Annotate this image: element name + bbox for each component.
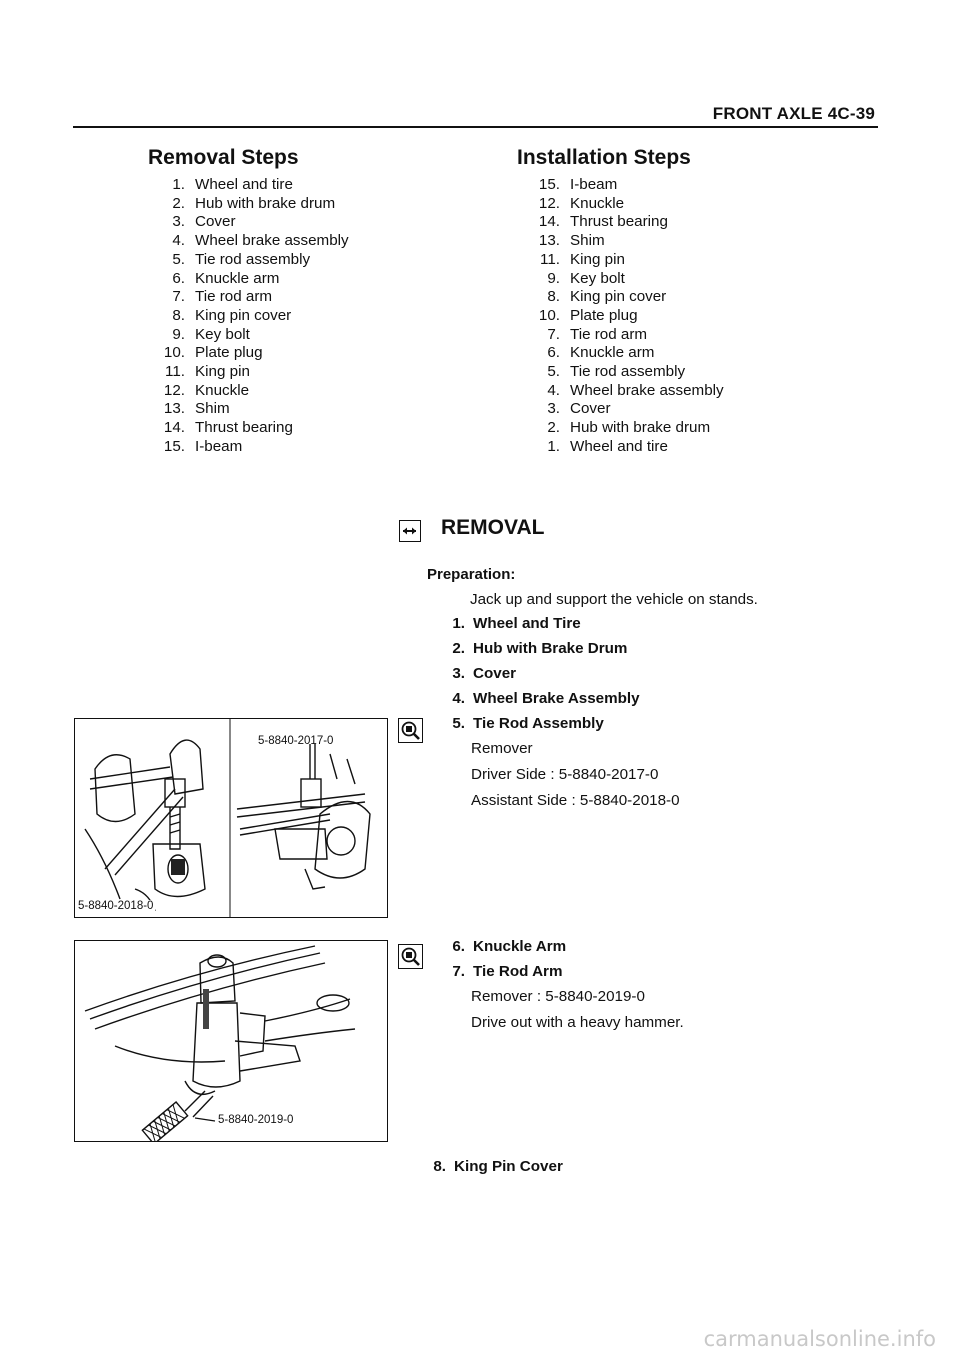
step-text: Cover — [195, 213, 236, 231]
list-item — [155, 326, 349, 345]
step-text: Wheel and tire — [570, 437, 668, 455]
list-item — [530, 195, 724, 214]
list-item — [530, 363, 724, 382]
page-header-title: FRONT AXLE 4C-39 — [712, 104, 875, 123]
header-rule — [73, 126, 878, 128]
list-item — [530, 251, 724, 270]
step-number: 10. — [538, 306, 560, 324]
step-text: Tie rod assembly — [570, 363, 686, 381]
list-item — [530, 232, 724, 251]
removal-arrows-icon — [399, 520, 421, 542]
step-text: King pin cover — [195, 306, 292, 324]
list-item — [155, 176, 349, 195]
figure-tie-rod-remover — [74, 718, 388, 918]
list-item — [530, 326, 724, 345]
watermark: carmanualsonline.info — [703, 1327, 936, 1351]
step-number: 4. — [172, 232, 185, 250]
step-number: 6. — [172, 269, 185, 287]
step-number: 6. — [547, 344, 560, 362]
list-item — [530, 213, 724, 232]
list-item — [155, 270, 349, 289]
step-text: Wheel brake assembly — [195, 232, 349, 250]
step-text: Tie rod arm — [195, 288, 273, 306]
step-text: Plate plug — [570, 306, 638, 324]
step-text: Wheel Brake Assembly — [473, 690, 640, 707]
step-number: 7. — [452, 963, 465, 980]
step-text: I-beam — [570, 176, 618, 193]
step-number: 4. — [547, 381, 560, 399]
step-number: 12. — [163, 381, 185, 399]
step-text: Hub with brake drum — [195, 194, 336, 212]
removal-steps-list — [155, 176, 349, 457]
step-number: 14. — [163, 419, 185, 437]
special-tool-icon-2 — [398, 944, 423, 969]
step-number: 13. — [163, 400, 185, 418]
knuckle-arm-remover-illustration — [75, 941, 387, 1141]
step-5-detail-3: Assistant Side : 5-8840-2018-0 — [471, 792, 680, 809]
step-number: 3. — [452, 665, 465, 682]
step-number: 5. — [547, 363, 560, 381]
figure-label-knuckle-remover: 5-8840-2019-0 — [218, 1114, 294, 1126]
step-text: Tie rod assembly — [195, 250, 311, 268]
step-text: King pin — [570, 250, 625, 268]
step-text: Wheel brake assembly — [570, 381, 724, 399]
step-number: 8. — [547, 288, 560, 306]
step-text: Shim — [195, 400, 230, 418]
step-text: Tie rod arm — [570, 325, 648, 343]
step-number: 11. — [540, 250, 560, 268]
figure-label-assistant-side: 5-8840-2018-0 — [78, 900, 154, 912]
removal-step-6 — [445, 938, 566, 955]
removal-step-7 — [445, 963, 562, 980]
step-text: Wheel and tire — [195, 176, 293, 193]
list-item — [155, 288, 349, 307]
step-text: Cover — [570, 400, 611, 418]
step-number: 9. — [172, 325, 185, 343]
list-item — [155, 232, 349, 251]
step-text: Knuckle — [195, 381, 250, 399]
list-item — [155, 251, 349, 270]
step-text: Hub with brake drum — [570, 419, 711, 437]
step-number: 15. — [538, 176, 560, 193]
list-item — [155, 382, 349, 401]
step-number: 4. — [452, 690, 465, 707]
step-text: Key bolt — [195, 325, 250, 343]
step-text: I-beam — [195, 437, 243, 455]
step-number: 6. — [452, 938, 465, 955]
list-item — [530, 400, 724, 419]
step-number: 2. — [547, 419, 560, 437]
step-text: King Pin Cover — [454, 1158, 563, 1175]
list-item — [530, 270, 724, 289]
removal-step-2 — [445, 640, 627, 657]
step-number: 12. — [538, 194, 560, 212]
step-7-detail-2: Drive out with a heavy hammer. — [471, 1014, 684, 1031]
step-number: 2. — [452, 640, 465, 657]
list-item — [155, 400, 349, 419]
step-text: Shim — [570, 232, 605, 250]
list-item — [530, 288, 724, 307]
step-text: Key bolt — [570, 269, 625, 287]
list-item — [530, 438, 724, 457]
step-5-detail-1: Remover — [471, 740, 533, 757]
step-number: 3. — [172, 213, 185, 231]
installation-steps-list — [530, 176, 724, 457]
list-item — [155, 195, 349, 214]
step-text: Thrust bearing — [195, 419, 293, 437]
step-text: Thrust bearing — [570, 213, 668, 231]
step-number: 8. — [433, 1158, 446, 1175]
step-text: Knuckle arm — [195, 269, 280, 287]
step-text: Cover — [473, 665, 517, 682]
list-item — [530, 419, 724, 438]
step-number: 9. — [547, 269, 560, 287]
list-item — [530, 176, 724, 195]
step-number: 1. — [452, 615, 465, 632]
step-number: 7. — [547, 325, 560, 343]
step-number: 5. — [452, 715, 465, 732]
step-number: 1. — [547, 437, 560, 455]
removal-step-1 — [445, 615, 581, 632]
step-number: 13. — [538, 232, 560, 250]
step-number: 10. — [163, 344, 185, 362]
step-text: Knuckle Arm — [473, 938, 567, 955]
step-text: Hub with Brake Drum — [473, 640, 628, 657]
removal-step-8 — [426, 1158, 563, 1175]
step-number: 5. — [172, 250, 185, 268]
step-number: 14. — [538, 213, 560, 231]
list-item — [530, 307, 724, 326]
step-text: Tie Rod Assembly — [473, 715, 604, 732]
step-text: King pin cover — [570, 288, 667, 306]
list-item — [530, 382, 724, 401]
removal-heading: REMOVAL — [441, 516, 545, 539]
step-number: 11. — [165, 363, 185, 381]
preparation-label: Preparation: — [427, 566, 516, 583]
list-item — [155, 438, 349, 457]
step-number: 1. — [172, 176, 185, 193]
list-item — [530, 344, 724, 363]
step-text: King pin — [195, 363, 250, 381]
step-text: Knuckle — [570, 194, 625, 212]
step-text: Knuckle arm — [570, 344, 655, 362]
step-text: Tie Rod Arm — [473, 963, 563, 980]
list-item — [155, 344, 349, 363]
preparation-text: Jack up and support the vehicle on stands. — [470, 591, 758, 608]
step-number: 15. — [163, 437, 185, 455]
list-item — [155, 307, 349, 326]
installation-steps-title: Installation Steps — [517, 146, 691, 169]
removal-step-4 — [445, 690, 640, 707]
removal-step-3 — [445, 665, 516, 682]
step-text: Wheel and Tire — [473, 615, 581, 632]
step-number: 2. — [172, 194, 185, 212]
removal-step-5 — [445, 715, 604, 732]
removal-steps-title: Removal Steps — [148, 146, 299, 169]
special-tool-icon — [398, 718, 423, 743]
list-item — [155, 419, 349, 438]
figure-knuckle-arm-remover — [74, 940, 388, 1142]
step-number: 8. — [172, 306, 185, 324]
figure-label-driver-side: 5-8840-2017-0 — [258, 735, 334, 747]
step-5-detail-2: Driver Side : 5-8840-2017-0 — [471, 766, 659, 783]
list-item — [155, 363, 349, 382]
tie-rod-remover-illustration — [75, 719, 387, 917]
step-number: 7. — [172, 288, 185, 306]
step-7-detail-1: Remover : 5-8840-2019-0 — [471, 988, 645, 1005]
step-text: Plate plug — [195, 344, 263, 362]
step-number: 3. — [547, 400, 560, 418]
list-item — [155, 213, 349, 232]
